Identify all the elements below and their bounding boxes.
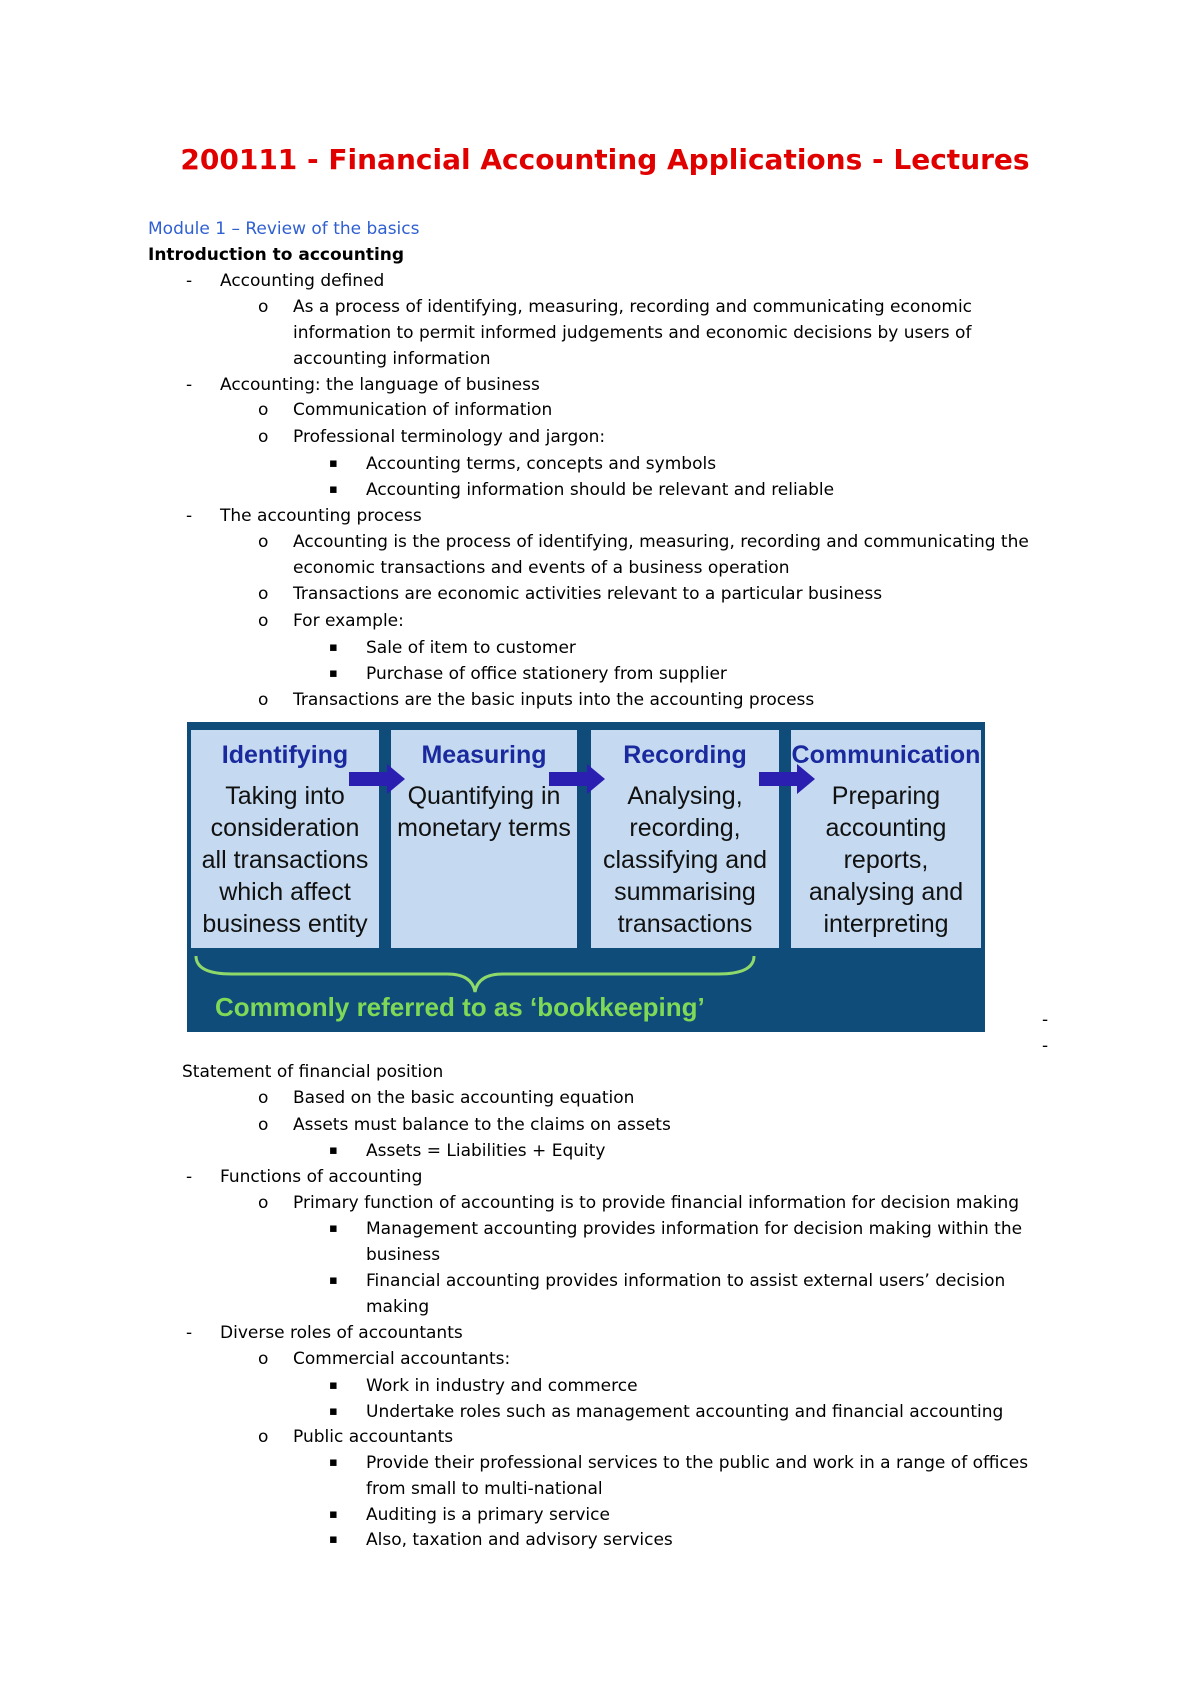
- square-bullet: ▪: [329, 1532, 338, 1547]
- circle-bullet: o: [258, 532, 269, 552]
- square-bullet: ▪: [329, 1404, 338, 1419]
- page-title: 200111 - Financial Accounting Applications - Lectures: [180, 143, 1030, 176]
- list-item-continued: business: [366, 1245, 441, 1265]
- diagram-box-heading: Recording: [623, 741, 747, 769]
- list-item: Accounting: the language of business: [220, 375, 540, 395]
- list-item: Purchase of office stationery from supplier: [366, 664, 727, 684]
- list-item: Communication of information: [293, 400, 553, 420]
- diagram-box-text: Analysing, recording, classifying and summarising transactions: [603, 782, 767, 938]
- square-bullet: ▪: [329, 666, 338, 681]
- list-item-continued: economic transactions and events of a business operation: [293, 558, 790, 578]
- list-item: Based on the basic accounting equation: [293, 1088, 635, 1108]
- square-bullet: ▪: [329, 1143, 338, 1158]
- square-bullet: ▪: [329, 1273, 338, 1288]
- diagram-box-text: Taking into consideration all transactions which affect business entity: [201, 782, 369, 938]
- circle-bullet: o: [258, 1088, 269, 1108]
- square-bullet: ▪: [329, 456, 338, 471]
- dash-bullet: -: [186, 1167, 193, 1187]
- diagram-box-heading: Identifying: [221, 741, 349, 769]
- list-item: Undertake roles such as management accounting and financial accounting: [366, 1402, 1004, 1422]
- diagram-box-text: Preparing accounting reports, analysing and interpreting: [808, 782, 964, 938]
- circle-bullet: o: [258, 1193, 269, 1213]
- list-item: Public accountants: [293, 1427, 454, 1447]
- list-item: Auditing is a primary service: [366, 1505, 610, 1525]
- list-item: Provide their professional services to the public and work in a range of offices: [366, 1453, 1029, 1473]
- diagram-box-heading: Communication: [791, 741, 981, 769]
- circle-bullet: o: [258, 584, 269, 604]
- list-item: Accounting information should be relevant and reliable: [366, 480, 835, 500]
- circle-bullet: o: [258, 1115, 269, 1135]
- square-bullet: ▪: [329, 1507, 338, 1522]
- list-item: As a process of identifying, measuring, recording and communicating economic: [293, 297, 973, 317]
- list-item: Work in industry and commerce: [366, 1376, 638, 1396]
- curly-brace-icon: [192, 954, 762, 994]
- list-item: Management accounting provides information for decision making within the: [366, 1219, 1023, 1239]
- list-item: Accounting terms, concepts and symbols: [366, 454, 717, 474]
- list-item: Assets = Liabilities + Equity: [366, 1141, 606, 1161]
- accounting-process-diagram: [187, 722, 985, 1032]
- diagram-box-communication: [791, 730, 981, 948]
- list-item: Accounting defined: [220, 271, 385, 291]
- square-bullet: ▪: [329, 1221, 338, 1236]
- list-item: The accounting process: [220, 506, 422, 526]
- right-arrow-icon: [547, 762, 609, 796]
- diagram-box-recording: [591, 730, 779, 948]
- list-item-continued: from small to multi-national: [366, 1479, 603, 1499]
- diagram-caption: Commonly referred to as ‘bookkeeping’: [215, 992, 705, 1022]
- right-arrow-icon: [347, 762, 409, 796]
- dash-bullet: -: [186, 1323, 193, 1343]
- list-item: Diverse roles of accountants: [220, 1323, 463, 1343]
- list-item-continued: making: [366, 1297, 430, 1317]
- list-item: Statement of financial position: [182, 1062, 444, 1082]
- list-item: Primary function of accounting is to provide financial information for decision making: [293, 1193, 1020, 1213]
- square-bullet: ▪: [329, 1378, 338, 1393]
- right-arrow-icon: [757, 762, 819, 796]
- circle-bullet: o: [258, 1427, 269, 1447]
- dash-bullet: -: [186, 271, 193, 291]
- list-item: Accounting is the process of identifying, measuring, recording and communicating the: [293, 532, 1029, 552]
- dash-mark: -: [1042, 1036, 1049, 1056]
- list-item: Transactions are the basic inputs into the accounting process: [293, 690, 815, 710]
- diagram-box-heading: Measuring: [421, 741, 547, 769]
- circle-bullet: o: [258, 400, 269, 420]
- square-bullet: ▪: [329, 1455, 338, 1470]
- circle-bullet: o: [258, 427, 269, 447]
- list-item: Assets must balance to the claims on assets: [293, 1115, 671, 1135]
- list-item: Functions of accounting: [220, 1167, 423, 1187]
- dash-bullet: -: [186, 375, 193, 395]
- square-bullet: ▪: [329, 482, 338, 497]
- circle-bullet: o: [258, 611, 269, 631]
- section-heading: Introduction to accounting: [148, 245, 405, 265]
- list-item: Financial accounting provides information to assist external users’ decision: [366, 1271, 1006, 1291]
- list-item: Transactions are economic activities relevant to a particular business: [293, 584, 883, 604]
- diagram-box-text: Quantifying in monetary terms: [397, 782, 571, 842]
- list-item-continued: information to permit informed judgements and economic decisions by users of: [293, 323, 972, 343]
- module-heading: Module 1 – Review of the basics: [148, 219, 420, 239]
- dash-mark: -: [1042, 1010, 1049, 1030]
- list-item: Commercial accountants:: [293, 1349, 511, 1369]
- circle-bullet: o: [258, 297, 269, 317]
- list-item: Professional terminology and jargon:: [293, 427, 606, 447]
- list-item: For example:: [293, 611, 404, 631]
- list-item: Sale of item to customer: [366, 638, 576, 658]
- dash-bullet: -: [186, 506, 193, 526]
- list-item-continued: accounting information: [293, 349, 491, 369]
- list-item: Also, taxation and advisory services: [366, 1530, 673, 1550]
- circle-bullet: o: [258, 1349, 269, 1369]
- square-bullet: ▪: [329, 640, 338, 655]
- circle-bullet: o: [258, 690, 269, 710]
